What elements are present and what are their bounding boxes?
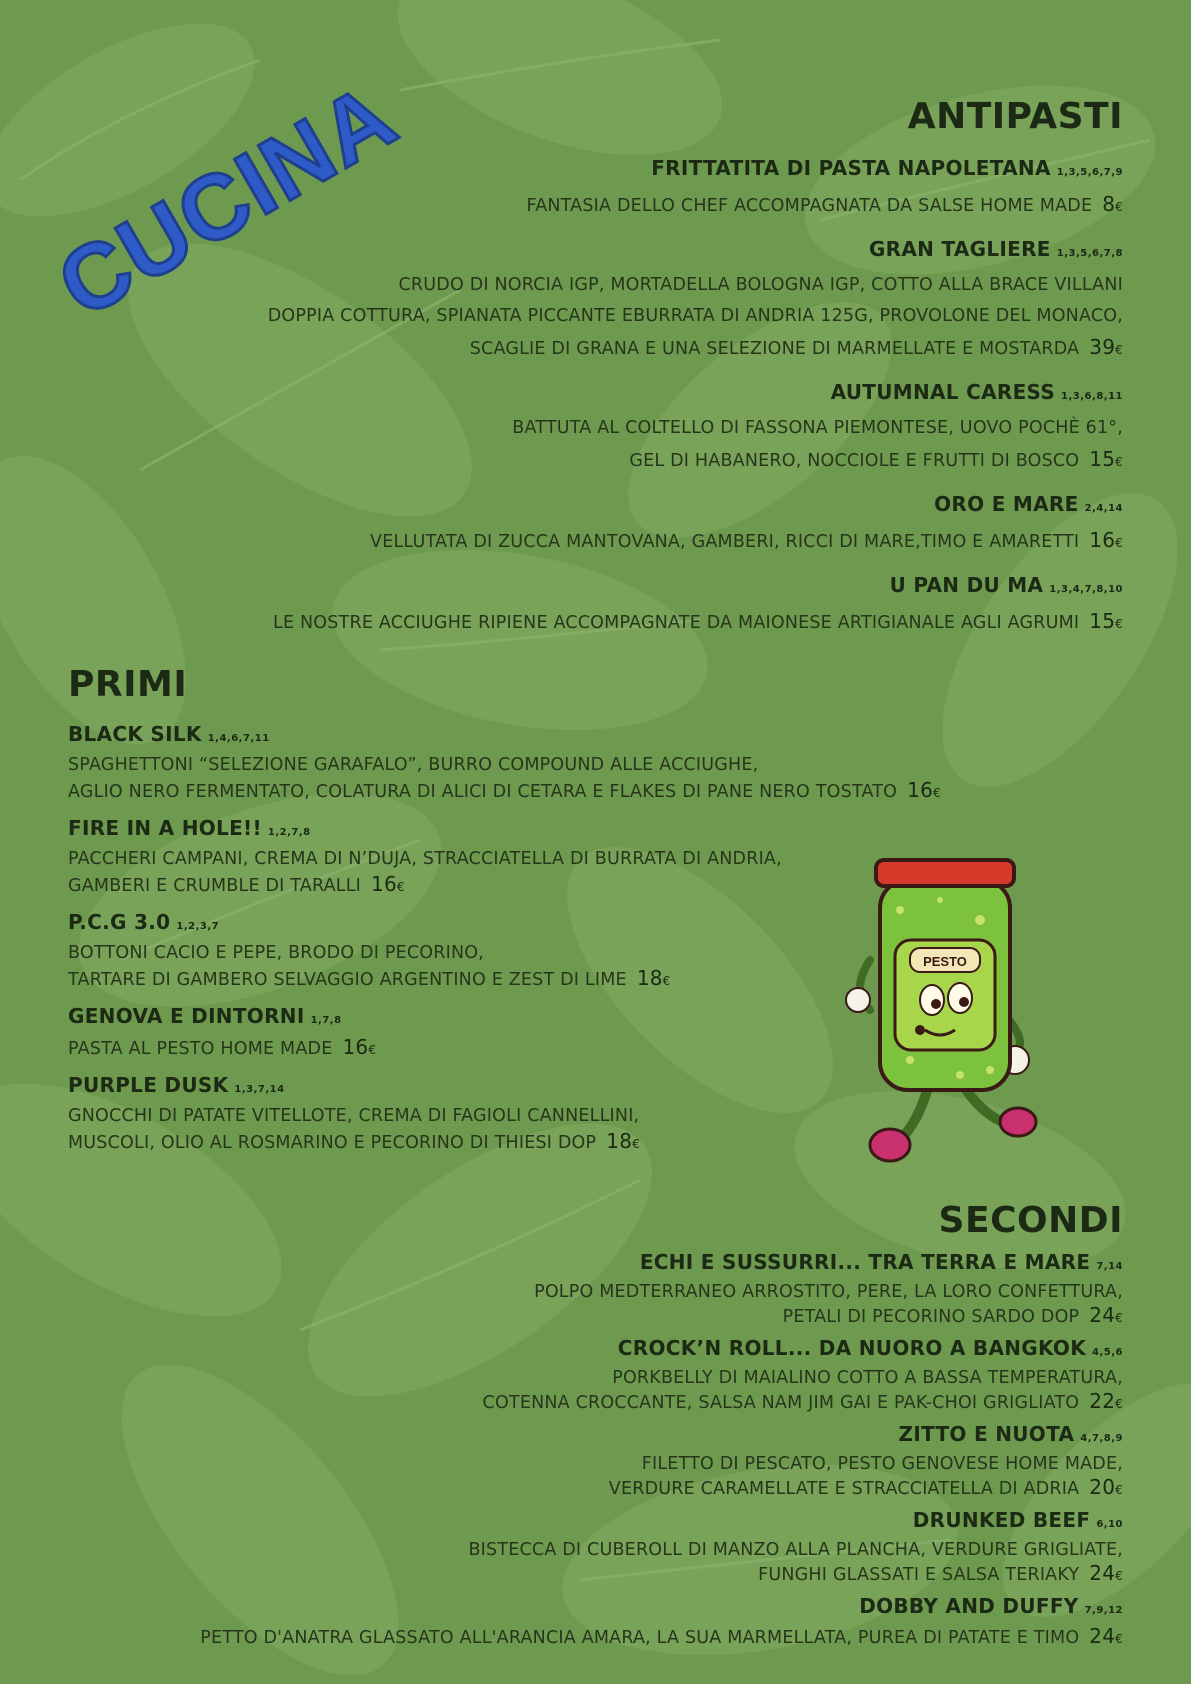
dish-description-text: PETALI DI PECORINO SARDO DOP [782, 1307, 1080, 1327]
dish-description-text: GAMBERI E CRUMBLE DI TARALLI [68, 876, 362, 896]
dish-allergens: 1,3,6,8,11 [1061, 391, 1123, 402]
dish-description-line [68, 778, 941, 806]
pesto-jar-mascot [840, 840, 1080, 1180]
dish-name: CROCK’N ROLL... DA NUORO A BANGKOK [617, 1336, 1087, 1360]
menu-item [268, 233, 1123, 366]
dish-description-line [200, 1453, 1123, 1476]
dish-description-text: PASTA AL PESTO HOME MADE [68, 1039, 333, 1059]
dish-description-text: SPAGHETTONI “SELEZIONE GARAFALO”, BURRO COMPOUND ALLE ACCIUGHE, [68, 755, 759, 775]
dish-description-line [268, 525, 1123, 559]
currency-symbol: € [1115, 1483, 1123, 1497]
primi-list [68, 720, 941, 1165]
dish-price-value: 16 [907, 778, 934, 802]
menu-item [68, 814, 941, 900]
dish-description-text: SCAGLIE DI GRANA E UNA SELEZIONE DI MARMELLATE E MOSTARDA [469, 339, 1080, 359]
dish-price-value: 18 [636, 966, 663, 990]
menu-item [68, 1002, 941, 1063]
currency-symbol: € [1115, 200, 1123, 214]
currency-symbol: € [662, 974, 671, 988]
dish-description-line [200, 1539, 1123, 1562]
dish-description-line [200, 1281, 1123, 1304]
menu-item [68, 1071, 941, 1157]
dish-title [200, 1248, 1123, 1281]
dish-description-line [200, 1625, 1123, 1651]
dish-description-text: AGLIO NERO FERMENTATO, COLATURA DI ALICI DI CETARA E FLAKES DI PANE NERO TOSTATO [68, 782, 898, 802]
dish-price [1089, 1389, 1123, 1413]
dish-title [68, 908, 941, 941]
dish-name: P.C.G 3.0 [68, 910, 171, 934]
dish-name: GRAN TAGLIERE [868, 237, 1051, 261]
dish-price [1102, 192, 1123, 216]
dish-description-text: TARTARE DI GAMBERO SELVAGGIO ARGENTINO E ZEST DI LIME [68, 970, 627, 990]
dish-price [1089, 1303, 1123, 1327]
dish-title [68, 1071, 941, 1104]
dish-description-text: VELLUTATA DI ZUCCA MANTOVANA, GAMBERI, RICCI DI MARE,TIMO E AMARETTI [370, 532, 1080, 552]
dish-price-value: 15 [1089, 609, 1116, 633]
dish-description-line [68, 941, 941, 966]
dish-name: ZITTO E NUOTA [898, 1422, 1075, 1446]
currency-symbol: € [1115, 536, 1123, 550]
dish-price-value: 24 [1089, 1624, 1116, 1648]
dish-price [1089, 1475, 1123, 1499]
dish-price [1089, 447, 1123, 471]
currency-symbol: € [396, 880, 405, 894]
dish-price [371, 872, 405, 896]
dish-title [200, 1420, 1123, 1453]
dish-allergens: 1,4,6,7,11 [207, 733, 270, 744]
menu-item [68, 908, 941, 994]
dish-allergens: 6,10 [1096, 1519, 1123, 1530]
dish-description-line [68, 1035, 941, 1063]
dish-description-line [68, 1129, 941, 1157]
dish-allergens: 1,3,5,6,7,8 [1056, 248, 1123, 259]
dish-description-text: MUSCOLI, OLIO AL ROSMARINO E PECORINO DI THIESI DOP [68, 1133, 597, 1153]
dish-description-text: BOTTONI CACIO E PEPE, BRODO DI PECORINO, [68, 943, 485, 963]
dish-description-line [268, 301, 1123, 332]
dish-allergens: 1,2,3,7 [176, 921, 220, 932]
section-title-primi: PRIMI [68, 664, 188, 705]
dish-price [1089, 335, 1123, 359]
menu-item [268, 376, 1123, 478]
menu-item [268, 569, 1123, 640]
dish-price [1089, 609, 1123, 633]
dish-price-value: 22 [1089, 1389, 1116, 1413]
dish-price [637, 966, 671, 990]
dish-price [907, 778, 941, 802]
dish-allergens: 1,3,7,14 [234, 1084, 285, 1095]
dish-description-line [268, 270, 1123, 301]
dish-price-value: 16 [342, 1035, 369, 1059]
dish-description-text: PORKBELLY DI MAIALINO COTTO A BASSA TEMPERATURA, [612, 1368, 1123, 1388]
dish-description-line [268, 606, 1123, 640]
currency-symbol: € [368, 1043, 377, 1057]
dish-allergens: 1,7,8 [310, 1015, 342, 1026]
dish-title [268, 376, 1123, 413]
dish-price [606, 1129, 640, 1153]
dish-description-line [268, 413, 1123, 444]
dish-allergens: 7,14 [1096, 1261, 1123, 1272]
dish-title [268, 488, 1123, 525]
dish-description-line [68, 753, 941, 778]
dish-description-line [200, 1367, 1123, 1390]
dish-description-line [200, 1476, 1123, 1502]
dish-description-line [200, 1562, 1123, 1588]
dish-price-value: 8 [1102, 192, 1116, 216]
dish-allergens: 7,9,12 [1084, 1605, 1123, 1616]
dish-title [268, 233, 1123, 270]
dish-price-value: 16 [371, 872, 397, 896]
dish-price [1089, 1624, 1123, 1648]
dish-allergens: 1,3,5,6,7,9 [1056, 167, 1123, 178]
dish-allergens: 1,2,7,8 [267, 827, 311, 838]
dish-allergens: 4,5,6 [1092, 1347, 1123, 1358]
dish-description-text: LE NOSTRE ACCIUGHE RIPIENE ACCOMPAGNATE DA MAIONESE ARTIGIANALE AGLI AGRUMI [273, 613, 1080, 633]
cucina-logo-text: CUCINA [41, 64, 414, 338]
dish-name: DOBBY AND DUFFY [859, 1594, 1079, 1618]
dish-title [200, 1334, 1123, 1367]
currency-symbol: € [1115, 1311, 1123, 1325]
dish-name: BLACK SILK [68, 722, 202, 746]
dish-description-line [68, 847, 941, 872]
dish-name: PURPLE DUSK [68, 1073, 229, 1097]
dish-price [342, 1035, 376, 1059]
dish-price [1089, 1561, 1123, 1585]
dish-description-text: FANTASIA DELLO CHEF ACCOMPAGNATA DA SALSE HOME MADE [526, 196, 1093, 216]
dish-name: DRUNKED BEEF [912, 1508, 1091, 1532]
dish-description-line [268, 444, 1123, 478]
dish-description-line [68, 872, 941, 900]
dish-description-text: FILETTO DI PESCATO, PESTO GENOVESE HOME MADE, [641, 1454, 1123, 1474]
antipasti-list [268, 152, 1123, 650]
currency-symbol: € [933, 786, 941, 800]
dish-description-text: BATTUTA AL COLTELLO DI FASSONA PIEMONTESE, UOVO POCHÈ 61°, [512, 418, 1123, 438]
dish-description-line [200, 1390, 1123, 1416]
dish-price-value: 20 [1089, 1475, 1116, 1499]
currency-symbol: € [632, 1137, 640, 1151]
currency-symbol: € [1115, 1397, 1123, 1411]
menu-item [200, 1420, 1123, 1502]
currency-symbol: € [1115, 1632, 1123, 1646]
dish-description-text: CRUDO DI NORCIA IGP, MORTADELLA BOLOGNA IGP, COTTO ALLA BRACE VILLANI [398, 275, 1123, 295]
menu-item [200, 1506, 1123, 1588]
dish-description-text: PACCHERI CAMPANI, CREMA DI N’DUJA, STRACCIATELLA DI BURRATA DI ANDRIA, [68, 849, 782, 869]
dish-name: FIRE IN A HOLE!! [68, 816, 262, 840]
dish-price [1089, 528, 1123, 552]
dish-title [268, 569, 1123, 606]
dish-name: ORO E MARE [934, 492, 1079, 516]
menu-item [200, 1592, 1123, 1651]
dish-title [200, 1592, 1123, 1625]
dish-description-line [268, 332, 1123, 366]
dish-allergens: 1,3,4,7,8,10 [1049, 584, 1123, 595]
dish-price-value: 15 [1089, 447, 1116, 471]
dish-price-value: 39 [1089, 335, 1116, 359]
dish-description-text: GNOCCHI DI PATATE VITELLOTE, CREMA DI FAGIOLI CANNELLINI, [68, 1106, 640, 1126]
menu-item [200, 1248, 1123, 1330]
dish-price-value: 18 [606, 1129, 633, 1153]
dish-name: FRITTATITA DI PASTA NAPOLETANA [651, 156, 1051, 180]
dish-name: AUTUMNAL CARESS [830, 380, 1056, 404]
dish-allergens: 4,7,8,9 [1080, 1433, 1123, 1444]
dish-description-text: FUNGHI GLASSATI E SALSA TERIAKY [758, 1565, 1080, 1585]
menu-item [268, 152, 1123, 223]
currency-symbol: € [1115, 1569, 1123, 1583]
dish-description-line [200, 1304, 1123, 1330]
section-title-antipasti: ANTIPASTI [907, 96, 1123, 137]
dish-description-line [68, 966, 941, 994]
dish-price-value: 24 [1089, 1561, 1116, 1585]
menu-item [268, 488, 1123, 559]
dish-description-text: PETTO D'ANATRA GLASSATO ALL'ARANCIA AMARA, LA SUA MARMELLATA, PUREA DI PATATE E TIMO [200, 1628, 1080, 1648]
dish-title [68, 1002, 941, 1035]
dish-description-text: COTENNA CROCCANTE, SALSA NAM JIM GAI E PAK-CHOI GRIGLIATO [482, 1393, 1080, 1413]
dish-name: GENOVA E DINTORNI [68, 1004, 305, 1028]
dish-description-text: POLPO MEDTERRANEO ARROSTITO, PERE, LA LORO CONFETTURA, [534, 1282, 1123, 1302]
dish-name: U PAN DU MA [889, 573, 1044, 597]
secondi-list [200, 1248, 1123, 1655]
dish-description-text: DOPPIA COTTURA, SPIANATA PICCANTE EBURRATA DI ANDRIA 125G, PROVOLONE DEL MONACO, [267, 306, 1123, 326]
section-title-secondi: SECONDI [938, 1200, 1123, 1241]
currency-symbol: € [1115, 455, 1123, 469]
dish-price-value: 16 [1089, 528, 1116, 552]
currency-symbol: € [1115, 343, 1123, 357]
dish-description-text: VERDURE CARAMELLATE E STRACCIATELLA DI ADRIA [608, 1479, 1080, 1499]
dish-description-text: GEL DI HABANERO, NOCCIOLE E FRUTTI DI BOSCO [629, 451, 1080, 471]
dish-title [68, 720, 941, 753]
dish-description-line [268, 189, 1123, 223]
currency-symbol: € [1115, 617, 1123, 631]
dish-title [200, 1506, 1123, 1539]
menu-item [68, 720, 941, 806]
dish-name: ECHI E SUSSURRI... TRA TERRA E MARE [639, 1250, 1091, 1274]
dish-title [68, 814, 941, 847]
dish-description-line [68, 1104, 941, 1129]
dish-price-value: 24 [1089, 1303, 1116, 1327]
dish-description-text: BISTECCA DI CUBEROLL DI MANZO ALLA PLANCHA, VERDURE GRIGLIATE, [468, 1540, 1123, 1560]
dish-allergens: 2,4,14 [1084, 503, 1123, 514]
dish-title [268, 152, 1123, 189]
pesto-label-text: PESTO [923, 954, 967, 969]
menu-item [200, 1334, 1123, 1416]
